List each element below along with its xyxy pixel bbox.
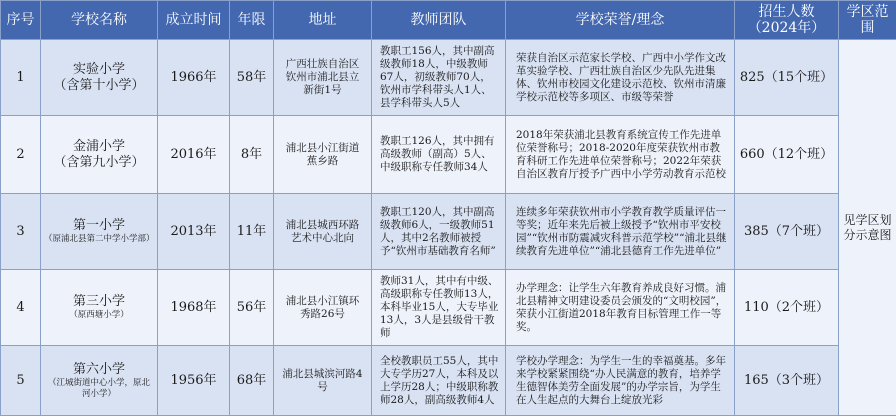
- founded-cell: 1956年: [158, 346, 230, 416]
- honors-cell: 学校办学理念：为学生一生的幸福奠基。多年来学校紧紧围绕“办人民满意的教育，培养学生德智体美劳全面发展”的办学宗旨，为学生在人生起点的大舞台上绽放光彩: [506, 346, 735, 416]
- district-cell: 见学区划分示意图: [839, 40, 896, 416]
- school-alias: （江城街道中心小学，原北河小学）: [44, 378, 154, 400]
- header-enroll-line1: 招生人数: [759, 4, 815, 20]
- years-cell: 58年: [230, 40, 274, 116]
- row-index: 4: [1, 270, 41, 346]
- teachers-cell: 教师31人，其中有中级、高级职称专任教师13人，本科毕业15人，大专毕业13人，3人是县级骨干教师: [372, 270, 506, 346]
- enroll-cell: 825（15个班）: [735, 40, 839, 116]
- header-years: 年限: [230, 1, 274, 40]
- row-index: 3: [1, 194, 41, 270]
- founded-cell: 1968年: [158, 270, 230, 346]
- table-row: [1, 270, 896, 346]
- header-district: 学区范围: [839, 1, 896, 40]
- honors-cell: 2018年荣获浦北县教育系统宣传工作先进单位荣誉称号；2018-2020年度荣获钦州市教育科研工作先进单位荣誉称号；2022年荣获自治区教育厅授予广西中小学劳动教育示范校: [506, 116, 735, 194]
- honors-cell: 荣获自治区示范家长学校、广西中小学作文改革实验学校、广西壮族自治区少先队先进集体、钦州市校园文化建设示范校、钦州市清廉学校示范校等多项区、市级等荣誉: [506, 40, 735, 116]
- teachers-cell: 全校教职员工55人，其中大专学历27人，本科及以上学历28人；中级职称教师28人，副高级教师4人: [372, 346, 506, 416]
- header-founded: 成立时间: [158, 1, 230, 40]
- school-alias: （原浦北县第二中学小学部）: [44, 234, 154, 245]
- address-cell: 广西壮族自治区钦州市浦北县立新街1号: [274, 40, 372, 116]
- years-cell: 56年: [230, 270, 274, 346]
- school-alias: （原西塘小学）: [44, 310, 154, 321]
- address-cell: 浦北县小江街道蕉乡路: [274, 116, 372, 194]
- school-name-cell: [41, 270, 158, 346]
- honors-cell: 办学理念：让学生六年教育养成良好习惯。浦北县精神文明建设委员会颁发的“文明校园”，荣获小江街道2018年教育目标管理工作一等奖。: [506, 270, 735, 346]
- header-enroll: [735, 1, 839, 40]
- enroll-cell: 165（3个班）: [735, 346, 839, 416]
- founded-cell: 1966年: [158, 40, 230, 116]
- school-name-cell: [41, 194, 158, 270]
- school-name-cell: [41, 346, 158, 416]
- enroll-cell: 110（2个班）: [735, 270, 839, 346]
- honors-cell: 连续多年荣获钦州市小学教育教学质量评估一等奖；近年来先后被上级授予“钦州市平安校园”“钦州市防震减灾科普示范学校”“浦北县继续教育先进单位”“浦北县德育工作先进单位”: [506, 194, 735, 270]
- school-name: 第六小学: [73, 362, 125, 377]
- years-cell: 8年: [230, 116, 274, 194]
- years-cell: 11年: [230, 194, 274, 270]
- school-alias: （含第十小学）: [44, 78, 154, 94]
- header-row: [1, 1, 896, 40]
- teachers-cell: 教职工156人，其中副高级教师18人，中级教师67人，初级教师70人，钦州市学科带头人1人、县学科带头人5人: [372, 40, 506, 116]
- school-name: 金浦小学: [73, 139, 125, 154]
- enroll-cell: 385（7个班）: [735, 194, 839, 270]
- table-row: [1, 194, 896, 270]
- school-name-cell: [41, 40, 158, 116]
- table-row: [1, 116, 896, 194]
- school-alias: （含第九小学）: [44, 155, 154, 171]
- header-index: 序号: [1, 1, 41, 40]
- row-index: 1: [1, 40, 41, 116]
- header-address: 地址: [274, 1, 372, 40]
- school-name: 第一小学: [73, 218, 125, 233]
- teachers-cell: 教职工120人，其中副高级教师6人，一级教师51人，其中2名教师被授予“钦州市基础教育名师”: [372, 194, 506, 270]
- header-enroll-line2: （2024年）: [748, 20, 826, 36]
- school-name-cell: [41, 116, 158, 194]
- row-index: 5: [1, 346, 41, 416]
- years-cell: 68年: [230, 346, 274, 416]
- enroll-cell: 660（12个班）: [735, 116, 839, 194]
- address-cell: 浦北县小江镇环秀路26号: [274, 270, 372, 346]
- founded-cell: 2013年: [158, 194, 230, 270]
- teachers-cell: 教职工126人，其中拥有高级教师（副高）5人、中级职称专任教师34人: [372, 116, 506, 194]
- school-name: 第三小学: [73, 294, 125, 309]
- table-row: [1, 346, 896, 416]
- header-school: 学校名称: [41, 1, 158, 40]
- header-teachers: 教师团队: [372, 1, 506, 40]
- address-cell: 浦北县城滨河路4号: [274, 346, 372, 416]
- header-honors: 学校荣誉/理念: [506, 1, 735, 40]
- school-name: 实验小学: [73, 62, 125, 77]
- address-cell: 浦北县城西环路艺术中心北向: [274, 194, 372, 270]
- founded-cell: 2016年: [158, 116, 230, 194]
- row-index: 2: [1, 116, 41, 194]
- table-row: [1, 40, 896, 116]
